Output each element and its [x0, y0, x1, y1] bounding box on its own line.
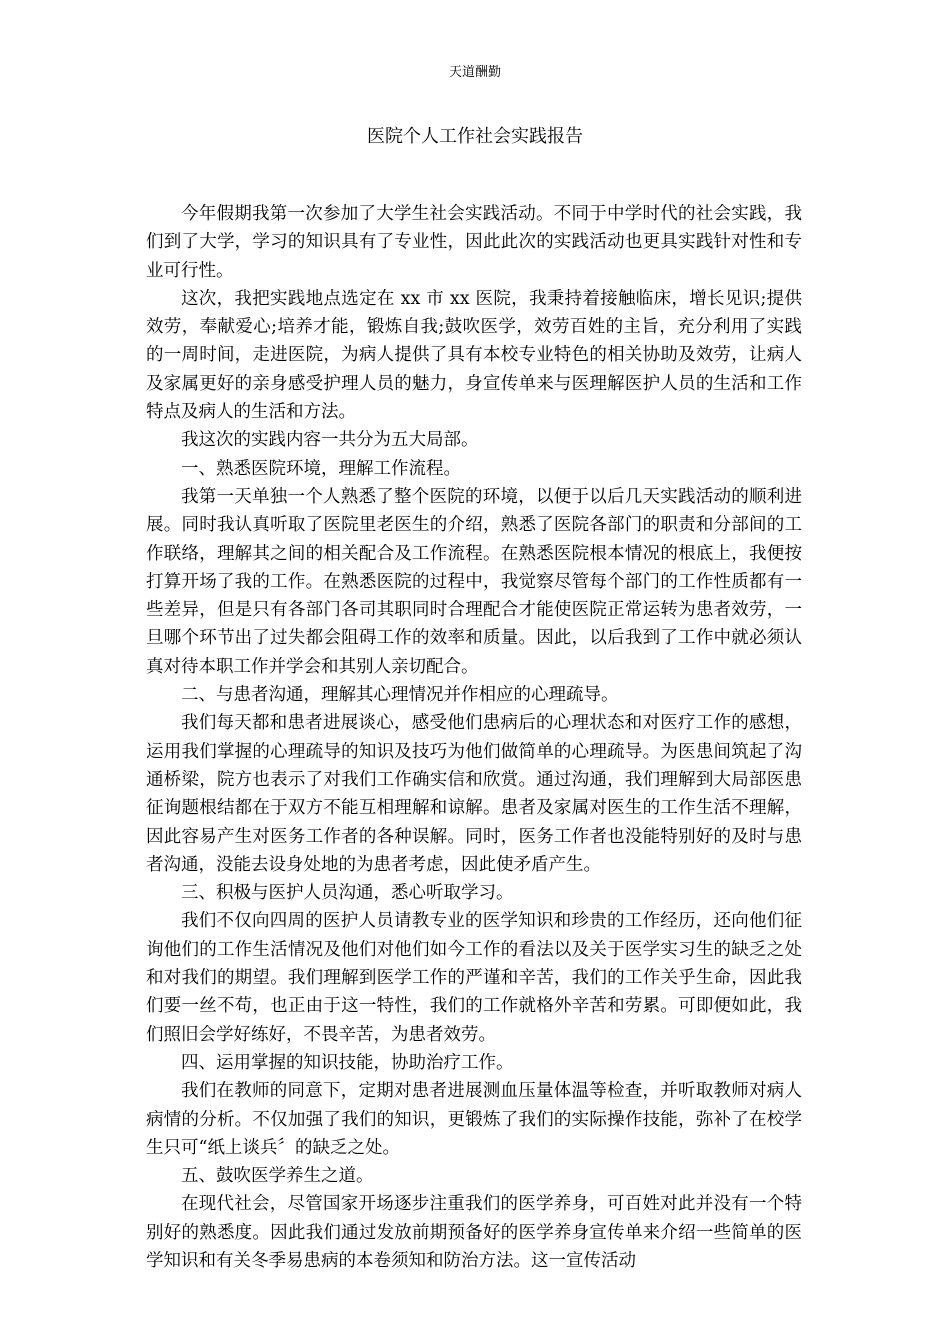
paragraph: 今年假期我第一次参加了大学生社会实践活动。不同于中学时代的社会实践，我们到了大学，学习的知识具有了专业性，因此此次的实践活动也更具实践针对性和专业可行性。	[146, 204, 802, 281]
section-heading: 一、熟悉医院环境，理解工作流程。	[181, 458, 461, 479]
paragraph: 这次，我把实践地点选定在 xx 市 xx 医院，我秉持着接触临床，增长见识;提供效劳，奉献爱心;培养才能，锻炼自我;鼓吹医学，效劳百姓的主旨，充分利用了实践的一周时间，走进医院，为病人提供了具有本校专业特色的相关协助及效劳，让病人及家属更好的亲身感受护理人员的魅力，身宣传单来与医理解医护人员的生活和工作特点及病人的生活和方法。	[146, 288, 802, 423]
paragraph: 在现代社会，尽管国家开场逐步注重我们的医学养身，可百姓对此并没有一个特别好的熟悉度。因此我们通过发放前期预备好的医学养身宣传单来介绍一些简单的医学知识和有关冬季易患病的本卷须知和防治方法。这一宣传活动	[146, 1194, 802, 1271]
document-body	[146, 200, 802, 1275]
paragraph: 我们每天都和患者进展谈心，感受他们患病后的心理状态和对医疗工作的感想，运用我们掌握的心理疏导的知识及技巧为他们做简单的心理疏导。为医患间筑起了沟通桥梁，院方也表示了对我们工作确实信和欣赏。通过沟通，我们理解到大局部医患征询题根结都在于双方不能互相理解和谅解。患者及家属对医生的工作生活不理解，因此容易产生对医务工作者的各种误解。同时，医务工作者也没能特别好的及时与患者沟通，没能去设身处地的为患者考虑，因此使矛盾产生。	[146, 713, 802, 875]
paragraph: 我第一天单独一个人熟悉了整个医院的环境，以便于以后几天实践活动的顺利进展。同时我认真听取了医院里老医生的介绍，熟悉了医院各部门的职责和分部间的工作联络，理解其之间的相关配合及工作流程。在熟悉医院根本情况的根底上，我便按打算开场了我的工作。在熟悉医院的过程中，我觉察尽管每个部门的工作性质都有一些差异，但是只有各部门各司其职同时合理配合才能使医院正常运转为患者效劳，一旦哪个环节出了过失都会阻碍工作的效率和质量。因此，以后我到了工作中就必须认真对待本职工作并学会和其别人亲切配合。	[146, 486, 802, 677]
page-header: 天道酬勤	[448, 65, 501, 80]
section-heading: 二、与患者沟通，理解其心理情况并作相应的心理疏导。	[181, 685, 619, 706]
section-heading: 四、运用掌握的知识技能，协助治疗工作。	[181, 1052, 514, 1073]
section-heading: 五、鼓吹医学养生之道。	[181, 1166, 374, 1187]
section-heading: 三、积极与医护人员沟通，悉心听取学习。	[181, 883, 514, 904]
paragraph: 我这次的实践内容一共分为五大局部。	[181, 430, 479, 451]
paragraph: 我们不仅向四周的医护人员请教专业的医学知识和珍贵的工作经历，还向他们征询他们的工作生活情况及他们对他们如今工作的看法以及关于医学实习生的缺乏之处和对我们的期望。我们理解到医学工作的严谨和辛苦，我们的工作关乎生命，因此我们要一丝不苟，也正由于这一特性，我们的工作就格外辛苦和劳累。可即便如此，我们照旧会学好练好，不畏辛苦，为患者效劳。	[146, 911, 802, 1045]
document-title: 医院个人工作社会实践报告	[367, 126, 583, 147]
paragraph: 我们在教师的同意下，定期对患者进展测血压量体温等检查，并听取教师对病人病情的分析。不仅加强了我们的知识，更锻炼了我们的实际操作技能，弥补了在校学生只可“纸上谈兵〞的缺乏之处。	[146, 1081, 802, 1158]
